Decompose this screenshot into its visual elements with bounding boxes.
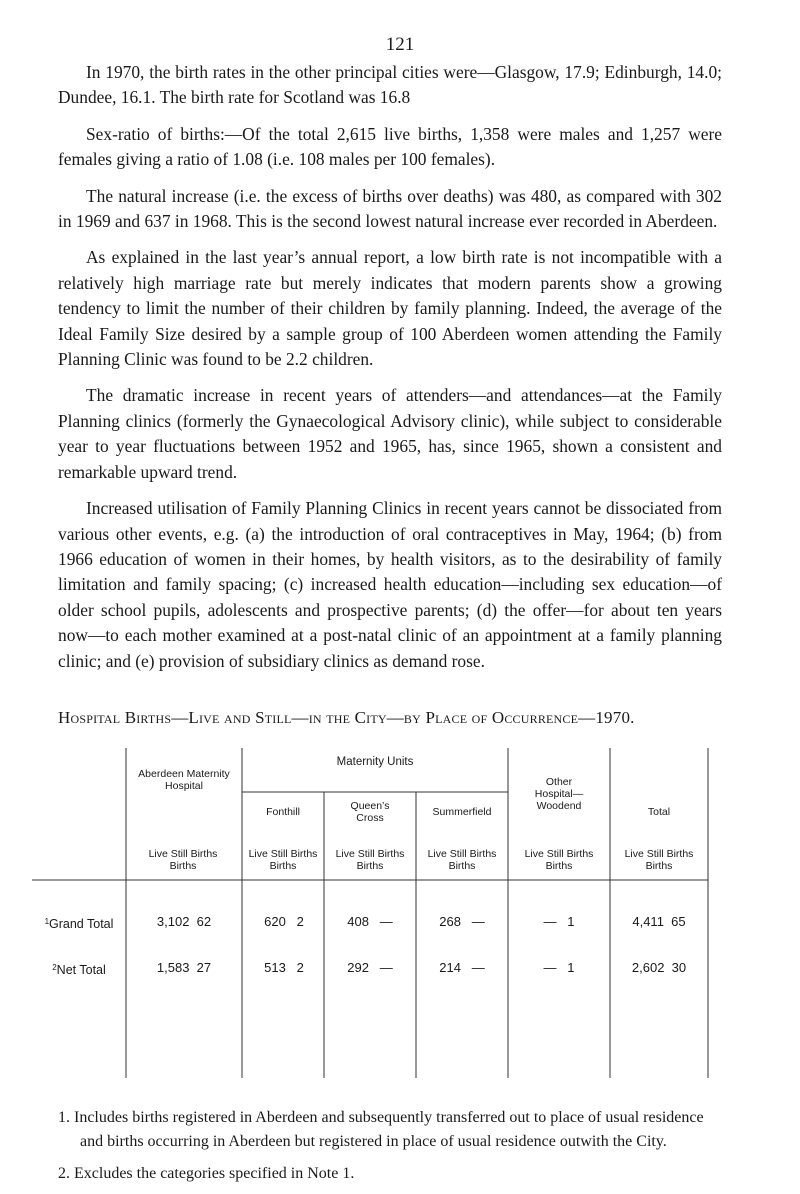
subheader-fonthill: Live Still Births Births: [248, 848, 318, 872]
hospital-births-table: [32, 748, 760, 1092]
footnote-2: 2. Excludes the categories specified in Note 1.: [58, 1165, 355, 1182]
subheader-total: Live Still Births Births: [624, 848, 694, 872]
paragraph-natural-increase: The natural increase (i.e. the excess of births over deaths) was 480, as compared with 302 in 1969 and 637 in 1968. This is the second lowest natural increase ever recorded in Aberdeen.: [58, 185, 722, 232]
paragraph-sex-ratio: Sex-ratio of births:—Of the total 2,615 live births, 1,358 were males and 1,257 were females giving a ratio of 1.08 (i.e. 108 males per 100 females).: [58, 123, 722, 170]
row-label-text: Net Total: [56, 963, 106, 977]
paragraph-family-planning: As explained in the last year’s annual report, a low birth rate is not incompatible with a relatively high marriage rate but merely indicates that modern parents show a growing tendency to limit the number of their children by family planning. Indeed, the average of the Ideal Family Size desired by a sample group of 100 Aberdeen women attending the Family Planning Clinic was found to be 2.2 children.: [58, 247, 722, 370]
cell-value: 4,411 65: [632, 914, 686, 929]
row-label-text: Grand Total: [49, 917, 114, 931]
subheader-queens-cross: Live Still Births Births: [335, 848, 405, 872]
cell-value: 268 —: [439, 914, 485, 929]
cell-value: — 1: [543, 914, 575, 929]
cell-value: 1,583 27: [156, 960, 212, 975]
col-header-aberdeen: Aberdeen Maternity Hospital: [138, 768, 230, 792]
body-text: [58, 60, 722, 685]
row-label-grand-total: [32, 914, 126, 932]
col-header-queens-cross: Queen’s Cross: [350, 800, 390, 824]
paragraph-utilisation: Increased utilisation of Family Planning Clinics in recent years cannot be dissociated from various other events, e.g. (a) the introduction of oral contraceptives in May, 1964; (b) from 1966 education of women in their homes, by health visitors, as to the desirability of family limitation and family spacing; (c) increased health education—including sex education—of older school pupils, adolescents and prospective parents; (d) the offer—for about ten years now—to each mother examined at a post-natal clinic of an appointment at a family planning clinic; and (e) provision of subsidiary clinics as demand rose.: [58, 498, 722, 671]
paragraph-clinic-attenders: The dramatic increase in recent years of attenders—and attendances—at the Family Planning clinics (formerly the Gynaecological Advisory clinic), while subject to considerable year to year fluctuations between 1952 and 1965, has, since 1965, shown a consistent and remarkable upward trend.: [58, 385, 722, 482]
col-group-maternity-units: Maternity Units: [336, 756, 414, 768]
cell-value: 408 —: [347, 914, 393, 929]
row-label-net-total: [32, 960, 126, 978]
col-header-fonthill: Fonthill: [266, 806, 300, 818]
page-number: 121: [385, 34, 415, 55]
col-header-summerfield: Summerfield: [432, 806, 492, 818]
cell-value: 214 —: [439, 960, 485, 975]
col-header-other-hospital: Other Hospital— Woodend: [534, 776, 584, 812]
cell-value: 3,102 62: [156, 914, 212, 929]
cell-value: 620 2: [264, 914, 304, 929]
subheader-other-hospital: Live Still Births Births: [524, 848, 594, 872]
paragraph-birth-rates: In 1970, the birth rates in the other principal cities were—Glasgow, 17.9; Edinburgh, 14.0; Dundee, 16.1. The birth rate for Scotland was 16.8: [58, 62, 722, 108]
footnote-marker: 1: [44, 917, 50, 926]
footnote-marker: 2: [52, 963, 57, 972]
footnote-1: 1. Includes births registered in Aberdeen and subsequently transferred out to place of usual residence and births occurring in Aberdeen but registered in place of usual residence outwith the City.: [58, 1109, 704, 1150]
cell-value: 513 2: [264, 960, 304, 975]
col-header-total: Total: [647, 806, 671, 818]
subheader-summerfield: Live Still Births Births: [427, 848, 497, 872]
subheader-aberdeen: Live Still Births Births: [148, 848, 218, 872]
cell-value: 2,602 30: [631, 960, 687, 975]
cell-value: — 1: [543, 960, 575, 975]
table-title: Hospital Births—Live and Still—in the City—by Place of Occurrence—1970.: [58, 708, 635, 727]
cell-value: 292 —: [347, 960, 393, 975]
footnotes: [58, 1106, 722, 1194]
